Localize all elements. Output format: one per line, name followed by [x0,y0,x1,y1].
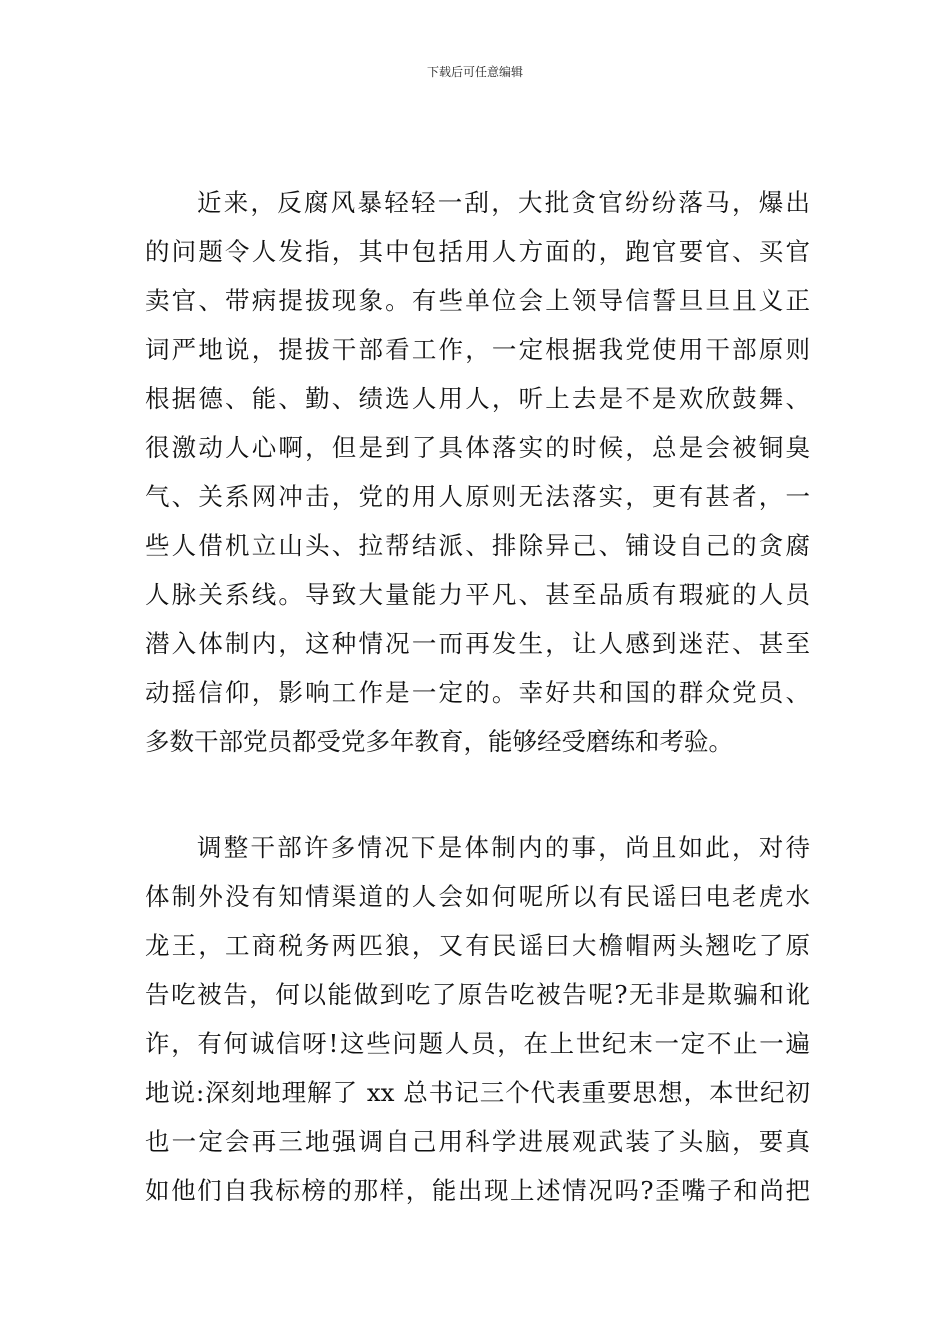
text-line: 地说:深刻地理解了 xx 总书记三个代表重要思想，本世纪初 [145,1078,810,1107]
text-line: 也一定会再三地强调自己用科学进展观武装了头脑，要真 [145,1127,810,1156]
text-line: 很激动人心啊，但是到了具体落实的时候，总是会被铜臭 [145,433,810,462]
text-line: 龙王，工商税务两匹狼，又有民谣曰大檐帽两头翘吃了原 [145,931,810,960]
paragraph-1 [145,178,810,766]
text-line: 的问题令人发指，其中包括用人方面的，跑官要官、买官 [145,237,810,266]
text-line: 些人借机立山头、拉帮结派、排除异己、铺设自己的贪腐 [145,531,810,560]
paragraph-2 [145,823,810,1215]
text-line: 气、关系网冲击，党的用人原则无法落实，更有甚者，一 [145,482,810,511]
text-line: 近来，反腐风暴轻轻一刮，大批贪官纷纷落马，爆出 [197,188,810,217]
text-line: 诈，有何诚信呀!这些问题人员，在上世纪末一定不止一遍 [145,1029,810,1058]
text-line: 如他们自我标榜的那样，能出现上述情况吗?歪嘴子和尚把 [145,1176,810,1205]
text-line: 潜入体制内，这种情况一而再发生，让人感到迷茫、甚至 [145,629,810,658]
text-line: 卖官、带病提拔现象。有些单位会上领导信誓旦旦且义正 [145,286,810,315]
text-line: 根据德、能、勤、绩选人用人，听上去是不是欢欣鼓舞、 [145,384,810,413]
text-line: 词严地说，提拔干部看工作，一定根据我党使用干部原则 [145,335,810,364]
text-line: 体制外没有知情渠道的人会如何呢所以有民谣曰电老虎水 [145,882,810,911]
text-line: 动摇信仰，影响工作是一定的。幸好共和国的群众党员、 [145,678,810,707]
text-line: 人脉关系线。导致大量能力平凡、甚至品质有瑕疵的人员 [145,580,810,609]
text-line: 调整干部许多情况下是体制内的事，尚且如此，对待 [197,833,810,862]
page-header: 下载后可任意编辑 [426,65,523,79]
text-line: 多数干部党员都受党多年教育，能够经受磨练和考验。 [145,727,733,756]
text-line: 告吃被告，何以能做到吃了原告吃被告呢?无非是欺骗和讹 [145,980,810,1009]
